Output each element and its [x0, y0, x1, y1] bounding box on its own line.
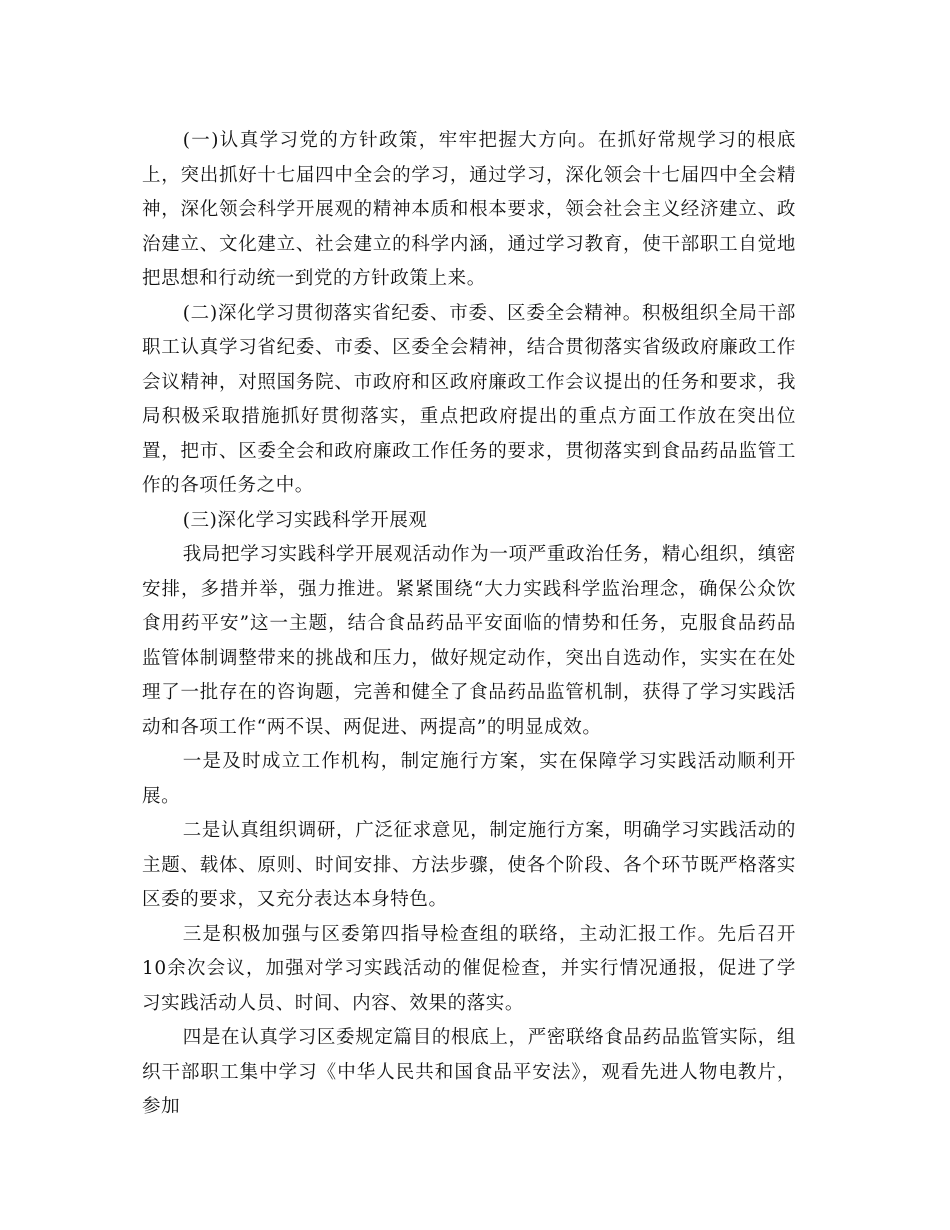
paragraph-5: 一是及时成立工作机构，制定施行方案，实在保障学习实践活动顺利开展。	[142, 751, 796, 807]
paragraph-7: 三是积极加强与区委第四指导检查组的联络，主动汇报工作。先后召开10余次会议，加强对学习实践活动的催促检查，并实行情况通报，促进了学习实践活动人员、时间、内容、效果的落实。	[142, 923, 796, 1014]
paragraph-2: (二)深化学习贯彻落实省纪委、市委、区委全会精神。积极组织全局干部职工认真学习省纪委、市委、区委全会精神，结合贯彻落实省级政府廉政工作会议精神，对照国务院、市政府和区政府廉政工作会议提出的任务和要求，我局积极采取措施抓好贯彻落实，重点把政府提出的重点方面工作放在突出位置，把市、区委全会和政府廉政工作任务的要求，贯彻落实到食品药品监管工作的各项任务之中。	[142, 302, 796, 496]
paragraph-6: 二是认真组织调研，广泛征求意见，制定施行方案，明确学习实践活动的主题、载体、原则、时间安排、方法步骤，使各个阶段、各个环节既严格落实区委的要求，又充分表达本身特色。	[142, 820, 796, 910]
paragraph-1: (一)认真学习党的方针政策，牢牢把握大方向。在抓好常规学习的根底上，突出抓好十七届四中全会的学习，通过学习，深化领会十七届四中全会精神，深化领会科学开展观的精神本质和根本要求，领会社会主义经济建立、政治建立、文化建立、社会建立的科学内涵，通过学习教育，使干部职工自觉地把思想和行动统一到党的方针政策上来。	[142, 130, 796, 289]
document-body	[142, 124, 796, 1125]
paragraph-3-heading: (三)深化学习实践科学开展观	[182, 509, 428, 531]
paragraph-8: 四是在认真学习区委规定篇目的根底上，严密联络食品药品监管实际，组织干部职工集中学习《中华人民共和国食品平安法》，观看先进人物电教片，参加	[142, 1027, 796, 1117]
paragraph-4: 我局把学习实践科学开展观活动作为一项严重政治任务，精心组织，缜密安排，多措并举，强力推进。紧紧围绕“大力实践科学监治理念，确保公众饮食用药平安”这一主题，结合食品药品平安面临的情势和任务，克服食品药品监管体制调整带来的挑战和压力，做好规定动作，突出自选动作，实实在在处理了一批存在的咨询题，完善和健全了食品药品监管机制，获得了学习实践活动和各项工作“两不误、两促进、两提高”的明显成效。	[142, 544, 796, 738]
